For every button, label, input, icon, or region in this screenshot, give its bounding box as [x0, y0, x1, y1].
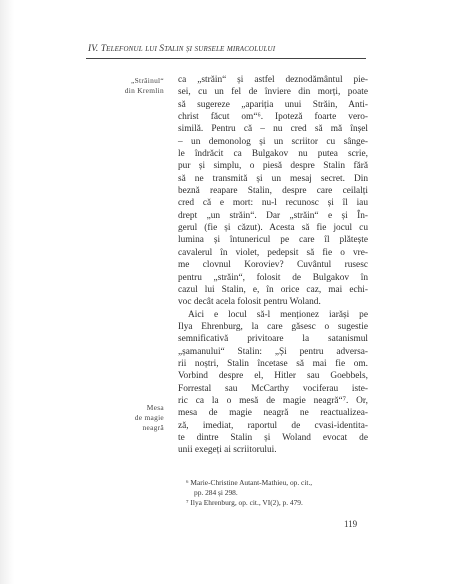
margin-note-line: „Străinul“	[131, 76, 164, 85]
text-line: ză, imediat, raportul de cvasi-identita-	[178, 420, 368, 431]
footnote-7: ⁷ Ilya Ehrenburg, op. cit., VI(2), p. 479.	[186, 497, 303, 507]
text-line: pentru „străin“, folosit de Bulgakov în	[178, 272, 368, 283]
text-line: să sugereze „apariția unui Străin, Anti-	[178, 99, 368, 110]
text-line: christ făcut om“⁶. Ipoteză foarte vero-	[178, 112, 368, 123]
text-line: cred că e mort: nu-l recunosc și îl iau	[178, 198, 368, 209]
footnote-6: ⁶ Marie-Christine Autant-Mathieu, op. cit.,	[186, 478, 313, 487]
text-line: te dintre Stalin și Woland evocat de	[178, 432, 368, 443]
footnotes	[186, 478, 376, 507]
text-line: similă. Pentru că – nu cred să mă înșel	[178, 124, 368, 135]
text-line: Vorbind despre el, Hitler sau Goebbels,	[178, 371, 368, 382]
margin-note-line: de magie	[134, 413, 164, 422]
page-number: 119	[344, 519, 358, 529]
text-line: pur și simplu, o piesă despre Stalin fără	[178, 161, 368, 172]
text-line: Forrestal sau McCarthy vociferau iste-	[178, 383, 368, 394]
text-line: gerul (fie și căzut). Acesta să fie jocul cu	[178, 223, 368, 234]
text-line: mesa de magie neagră ne reactualizea-	[178, 408, 368, 419]
text-line: le îndrăcit ca Bulgakov nu putea scrie,	[178, 149, 368, 160]
text-line: cazul lui Stalin, e, în orice caz, mai echi-	[178, 284, 368, 295]
text-line: voc decât acela folosit pentru Woland.	[178, 297, 321, 308]
margin-note-strainul	[88, 76, 164, 96]
running-header: IV. Telefonul lui Stalin și sursele miracolului	[88, 44, 276, 54]
text-line: „șamanului“ Stalin: „Și pentru adversa-	[178, 346, 368, 357]
body-text	[178, 74, 368, 457]
text-line: rii noștri, Stalin încetase să mai fie om.	[178, 358, 368, 369]
text-line: sei, cu un fel de înviere din morți, poate	[178, 87, 368, 98]
margin-note-mesa	[88, 403, 164, 433]
header-rule	[86, 58, 366, 59]
text-line: cavalerul în violet, pedepsit să fie o vre-	[178, 247, 368, 258]
footnote-6-continuation: pp. 284 și 298.	[194, 487, 238, 497]
text-line: Aici e locul să-l menționez iarăși pe	[188, 309, 368, 320]
text-line: beznă reapare Stalin, despre care ceilalți	[178, 186, 368, 197]
text-line: ric ca la o mesă de magie neagră“⁷. Or,	[178, 395, 368, 406]
margin-note-line: neagră	[142, 423, 164, 432]
text-line: unii exegeți ai scriitorului.	[178, 445, 277, 456]
text-line: me clovnul Koroviev? Cuvântul rusesc	[178, 260, 368, 271]
margin-note-line: Mesa	[146, 403, 164, 412]
text-line: Ilya Ehrenburg, la care găsesc o sugestie	[178, 321, 368, 332]
text-line: să ne transmită și un mesaj secret. Din	[178, 173, 368, 184]
text-line: drept „un străin“. Dar „străin“ e și În-	[178, 210, 368, 221]
text-line: semnificativă privitoare la satanismul	[178, 334, 368, 345]
text-line: ca „străin“ și astfel deznodământul pie-	[178, 75, 368, 85]
text-line: – un demonolog și un scriitor cu sânge-	[178, 136, 368, 147]
margin-note-line: din Kremlin	[124, 86, 164, 95]
text-line: lumina și întunericul pe care îl plătește	[178, 235, 368, 246]
